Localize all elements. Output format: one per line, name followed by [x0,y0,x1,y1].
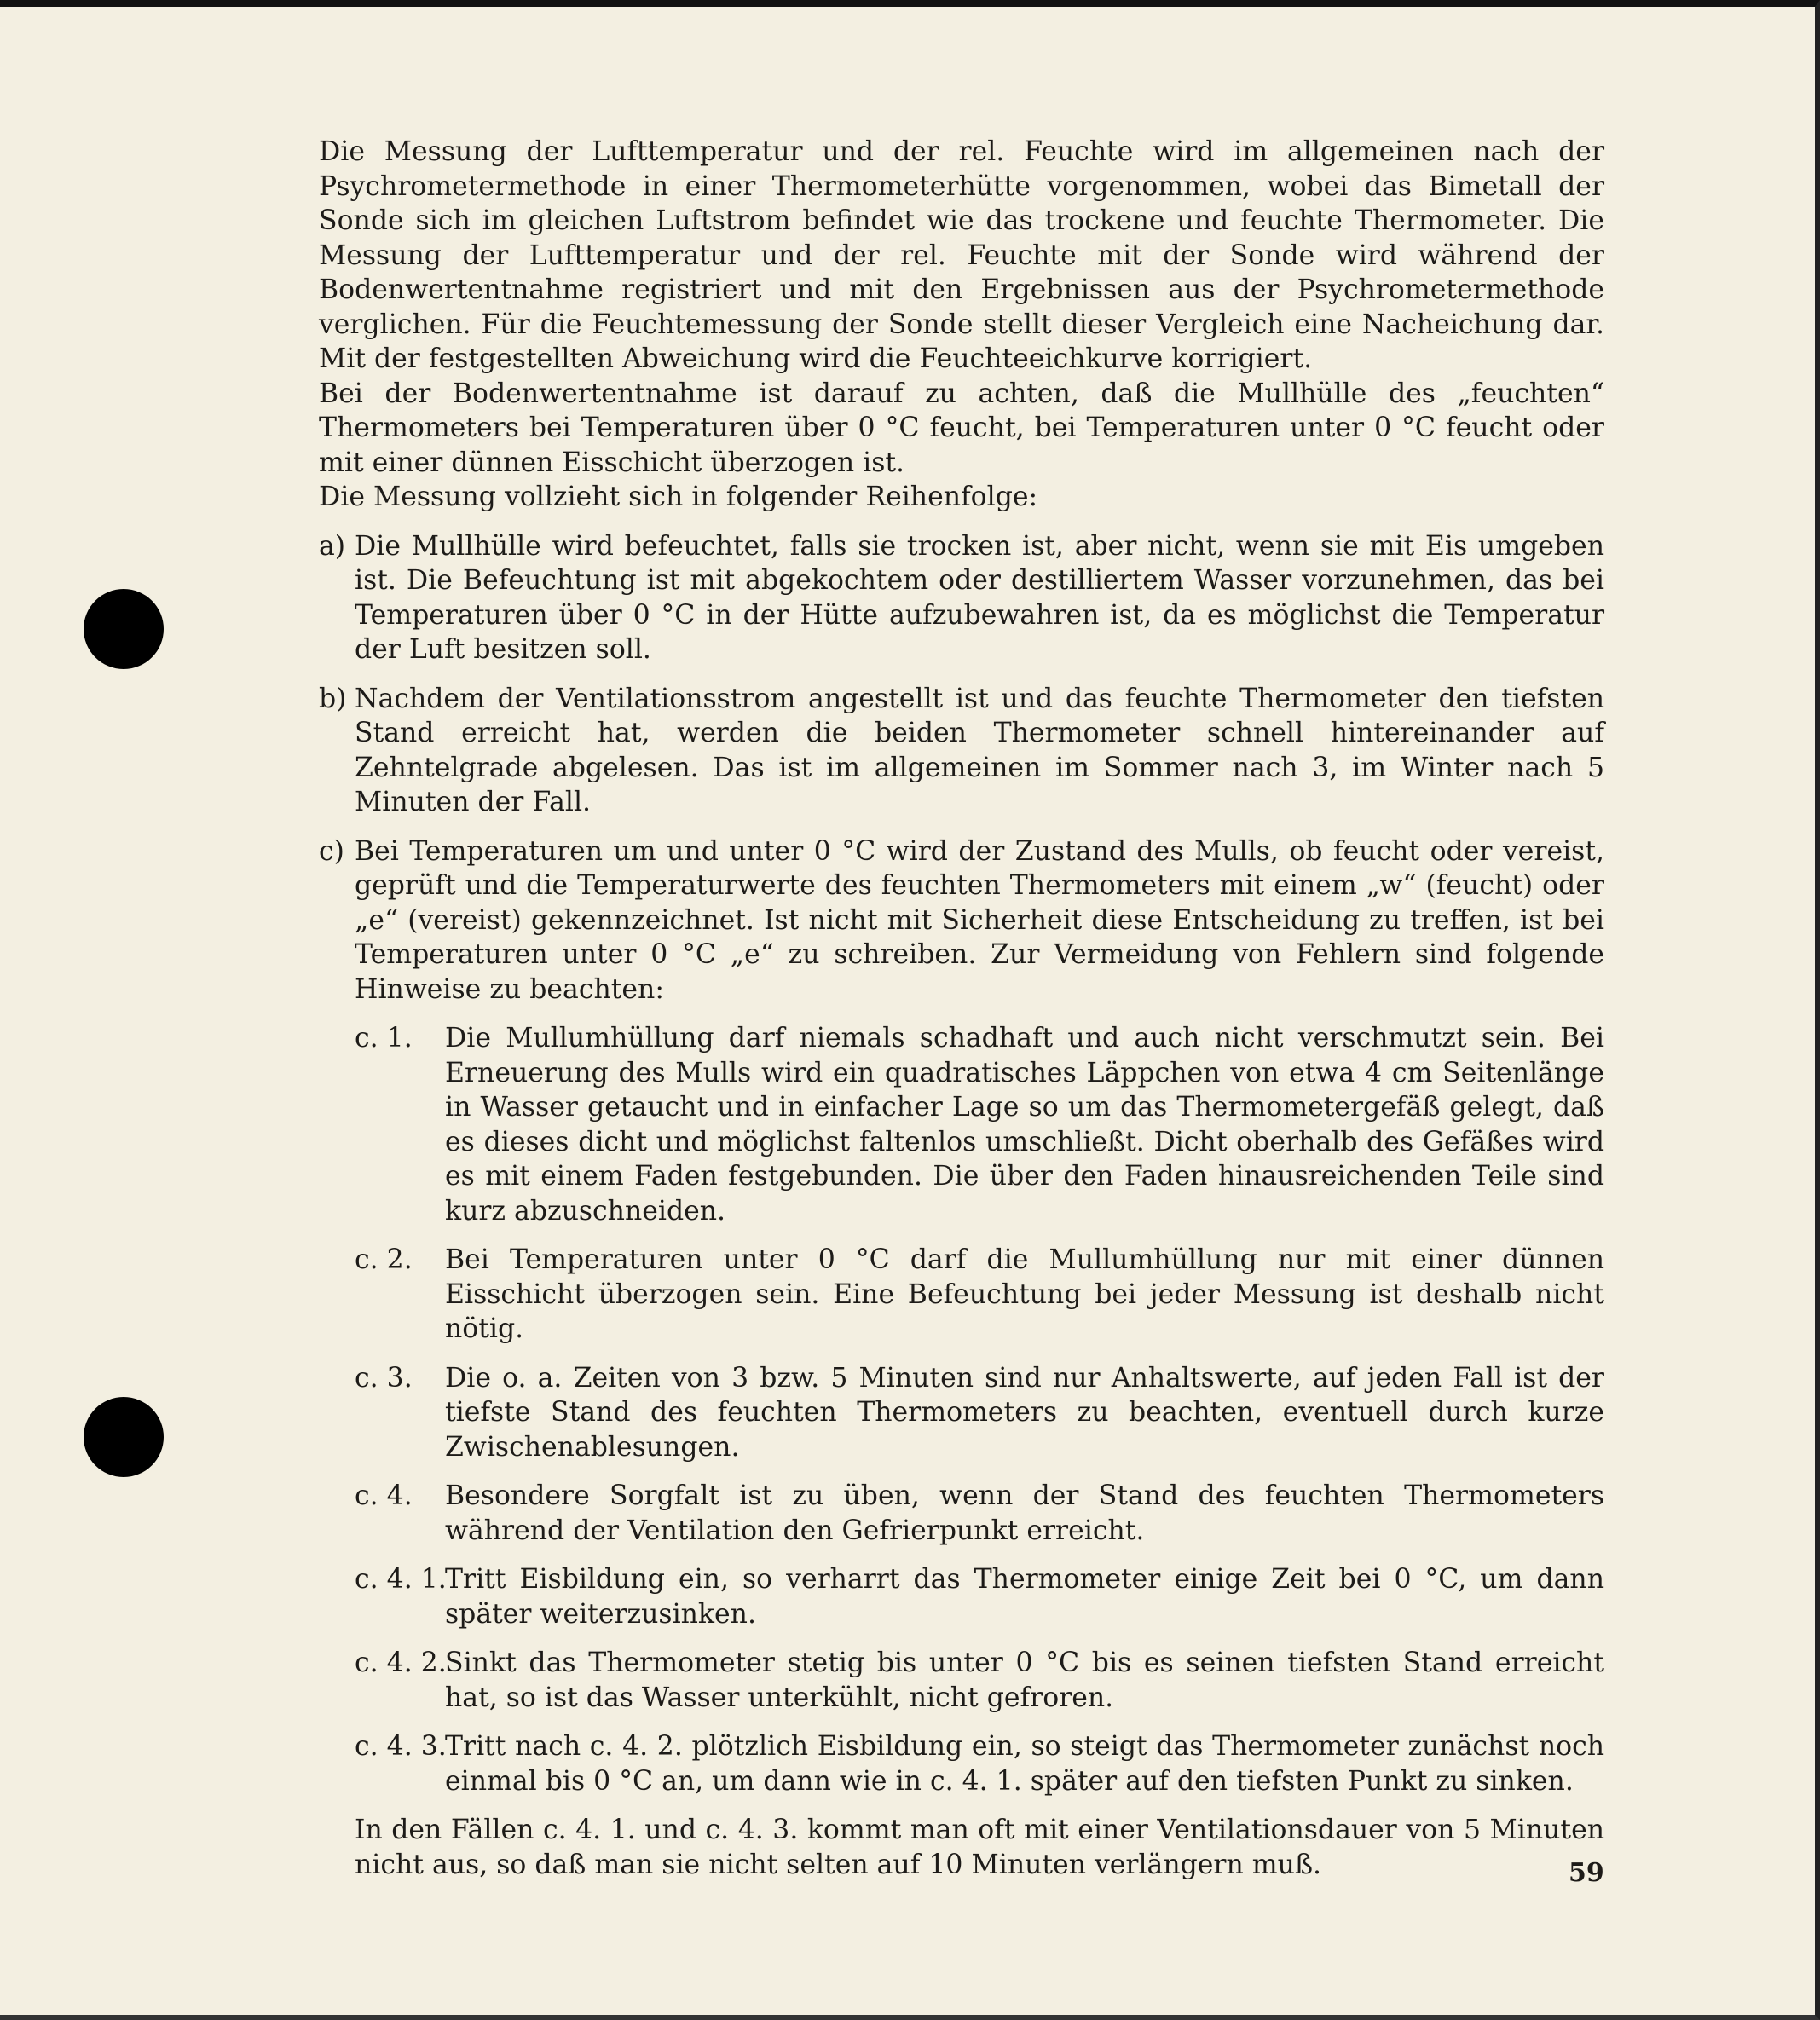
page-number: 59 [1569,1858,1604,1888]
sub-item-c3 [355,1361,1604,1465]
sub-item-label: c. 3. [355,1362,413,1394]
list-item-text: Bei Temperaturen um und unter 0 °C wird der Zustand des Mulls, ob feucht oder vereist, geprüft und die Temperaturwerte des feuchten Thermometers mit einem „w“ (feucht) oder „e“ (vereist) gekennzeichnet. Ist nicht mit Sicherheit diese Entscheidung zu treffen, ist bei Temperaturen unter 0 °C „e“ zu schreiben. Zur Vermeidung von Fehlern sind folgende Hinweise zu beachten: [355,835,1604,1005]
list-item-label: a) [319,530,346,562]
sub-item-c2 [355,1243,1604,1347]
sub-item-label: c. 2. [355,1244,413,1275]
sub-item-text: Tritt nach c. 4. 2. plötzlich Eisbildung ein, so steigt das Thermometer zunächst noch einmal bis 0 °C an, um dann wie in c. 4. 1. später auf den tiefsten Punkt zu sinken. [445,1731,1604,1797]
sub-item-text: Die Mullumhüllung darf niemals schadhaft und auch nicht verschmutzt sein. Bei Erneuerung des Mulls wird ein quadratisches Läppchen von etwa 4 cm Seitenlänge in Wasser getaucht und in einfacher Lage so um das Thermometergefäß gelegt, daß es dieses dicht und möglichst faltenlos umschließt. Dicht oberhalb des Gefäßes wird es mit einem Faden festgebunden. Die über den Faden hinausreichenden Teile sind kurz abzuschneiden. [445,1023,1604,1226]
sub-item-label: c. 4. 1. [355,1564,447,1595]
sub-item-text: Tritt Eisbildung ein, so verharrt das Thermometer einige Zeit bei 0 °C, um dann später weiterzusinken. [445,1564,1604,1630]
sub-item-text: Besondere Sorgfalt ist zu üben, wenn der Stand des feuchten Thermometers während der Ventilation den Gefrierpunkt erreicht. [445,1480,1604,1546]
list-item-label: b) [319,683,347,714]
closing-paragraph: In den Fällen c. 4. 1. und c. 4. 3. kommt man oft mit einer Ventilationsdauer von 5 Minuten nicht aus, so daß man sie nicht selten auf 10 Minuten verlängern muß. [355,1815,1604,1880]
paragraph: Die Messung der Lufttemperatur und der rel. Feuchte wird im allgemeinen nach der Psychrometermethode in einer Thermometerhütte vorgenommen, wobei das Bimetall der Sonde sich im gleichen Luftstrom befindet wie das trockene und feuchte Thermometer. Die Messung der Lufttemperatur und der rel. Feuchte mit der Sonde wird während der Bodenwertentnahme registriert und mit den Ergebnissen aus der Psychrometermethode verglichen. Für die Feuchtemessung der Sonde stellt dieser Vergleich eine Nacheichung dar. Mit der festgestellten Abweichung wird die Feuchteeichkurve korrigiert. [319,136,1604,374]
sub-item-label: c. 4. 3. [355,1731,447,1762]
sub-item-c41 [355,1562,1604,1631]
sub-item-label: c. 4. 2. [355,1648,447,1678]
list-item-c [319,834,1604,1007]
body-text [319,135,1604,1882]
punch-hole-bottom [84,1397,164,1477]
list-item-b [319,682,1604,820]
list-item-label: c) [319,835,344,867]
sub-item-c42 [355,1646,1604,1715]
list-item-a [319,529,1604,667]
punch-hole-top [84,589,164,669]
sub-item-label: c. 1. [355,1023,413,1053]
sub-item-text: Die o. a. Zeiten von 3 bzw. 5 Minuten sind nur Anhaltswerte, auf jeden Fall ist der tiefste Stand des feuchten Thermometers zu beachten, eventuell durch kurze Zwischenablesungen. [445,1362,1604,1463]
list-item-text: Nachdem der Ventilationsstrom angestellt ist und das feuchte Thermometer den tiefsten Stand erreicht hat, werden die beiden Thermometer schnell hintereinander auf Zehntelgrade abgelesen. Das ist im allgemeinen im Sommer nach 3, im Winter nach 5 Minuten der Fall. [355,683,1604,817]
sub-item-c1 [355,1021,1604,1228]
paragraph: Bei der Bodenwertentnahme ist darauf zu achten, daß die Mullhülle des „feuchten“ Thermometers bei Temperaturen über 0 °C feucht, bei Temperaturen unter 0 °C feucht oder mit einer dünnen Eisschicht überzogen ist. [319,378,1604,478]
sub-item-text: Sinkt das Thermometer stetig bis unter 0 °C bis es seinen tiefsten Stand erreicht hat, so ist das Wasser unterkühlt, nicht gefroren. [445,1648,1604,1713]
sub-item-c43 [355,1729,1604,1798]
list-item-text: Die Mullhülle wird befeuchtet, falls sie trocken ist, aber nicht, wenn sie mit Eis umgeben ist. Die Befeuchtung ist mit abgekochtem oder destilliertem Wasser vorzunehmen, das bei Temperaturen über 0 °C in der Hütte aufzubewahren ist, da es möglichst die Temperatur der Luft besitzen soll. [355,530,1604,665]
sub-item-label: c. 4. [355,1480,413,1511]
sub-item-c4 [355,1479,1604,1548]
paragraph: Die Messung vollzieht sich in folgender Reihenfolge: [319,482,1038,512]
sub-item-text: Bei Temperaturen unter 0 °C darf die Mullumhüllung nur mit einer dünnen Eisschicht überzogen sein. Eine Befeuchtung bei jeder Messung ist deshalb nicht nötig. [445,1244,1604,1344]
